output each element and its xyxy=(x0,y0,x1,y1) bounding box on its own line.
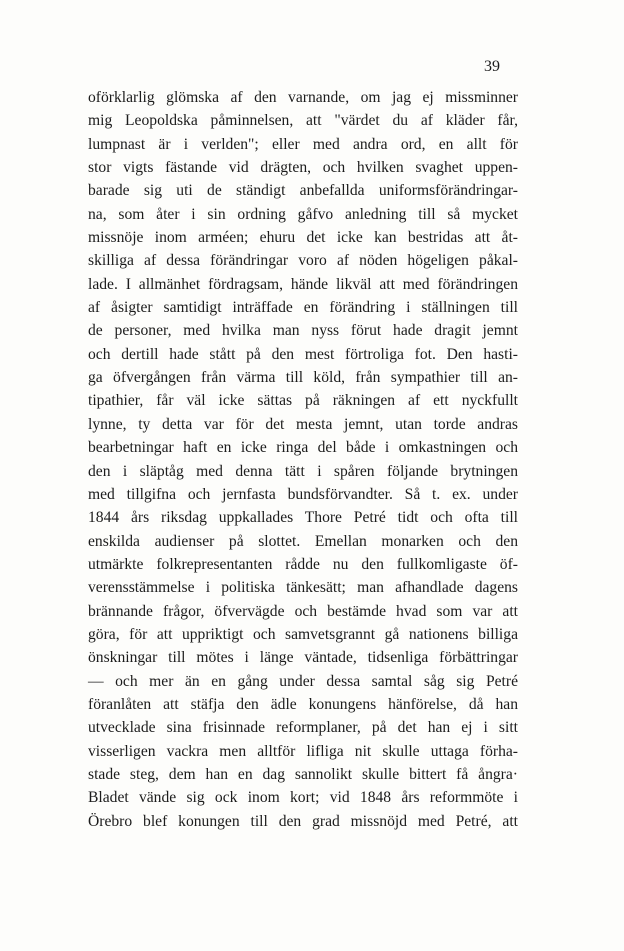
text-line: verensstämmelse i politiska tänkesätt; man afhandlade dagens xyxy=(88,579,518,597)
text-line: — och mer än en gång under dessa samtal såg sig Petré xyxy=(88,672,518,690)
text-line: skilliga af dessa förändringar voro af nöden högeligen påkal- xyxy=(88,252,518,270)
text-line: missnöje inom arméen; ehuru det icke kan bestridas att åt- xyxy=(88,229,518,247)
text-line: stor vigts fästande vid drägten, och hvilken svaghet uppen- xyxy=(88,159,518,177)
text-line: utmärkte folkrepresentanten rådde nu den fullkomligaste öf- xyxy=(88,555,518,573)
text-line: ga öfvergången från värma till köld, från sympathier till an- xyxy=(88,369,518,387)
text-line: föranlåten att stäfja den ädle konungens hänförelse, då han xyxy=(88,695,518,713)
text-line: med tillgifna och jernfasta bundsförvandter. Så t. ex. under xyxy=(88,485,518,503)
text-line: oförklarlig glömska af den varnande, om jag ej missminner xyxy=(88,89,518,106)
text-line: de personer, med hvilka man nyss förut hade dragit jemnt xyxy=(88,322,518,340)
body-text xyxy=(88,86,518,833)
text-line: mig Leopoldska påminnelsen, att "värdet du af kläder får, xyxy=(88,112,518,130)
text-line: lade. I allmänhet fördragsam, hände likväl att med förändringen xyxy=(88,275,518,293)
text-line: tipathier, får väl icke sättas på räkningen af ett nyckfullt xyxy=(88,392,518,410)
text-line: den i släptåg med denna tätt i spåren följande brytningen xyxy=(88,462,518,480)
text-line: bearbetningar haft en icke ringa del både i omkastningen och xyxy=(88,439,518,457)
text-line: göra, för att uppriktigt och samvetsgrannt gå nationens billiga xyxy=(88,625,518,643)
text-line: af åsigter samtidigt inträffade en förändring i ställningen till xyxy=(88,299,518,317)
text-line: utvecklade sina frisinnade reformplaner, på det han ej i sitt xyxy=(88,719,518,737)
text-line: och dertill hade stått på den mest förtroliga fot. Den hasti- xyxy=(88,345,518,363)
text-line: na, som åter i sin ordning gåfvo anledning till så mycket xyxy=(88,205,518,223)
text-line: Bladet vände sig ock inom kort; vid 1848 års reformmöte i xyxy=(88,789,518,807)
text-line: lynne, ty detta var för det mesta jemnt, utan torde andras xyxy=(88,415,518,433)
text-line: lumpnast är i verlden"; eller med andra ord, en allt för xyxy=(88,135,518,153)
text-line: visserligen vackra men alltför lifliga nit skulle uttaga förha- xyxy=(88,742,518,760)
text-line: Örebro blef konungen till den grad missnöjd med Petré, att xyxy=(88,812,518,830)
text-line: stade steg, dem han en dag sannolikt skulle bittert få ångra· xyxy=(88,765,518,783)
text-line: önskningar till mötes i länge väntade, tidsenliga förbättringar xyxy=(88,649,518,667)
page-number: 39 xyxy=(484,58,500,75)
text-line: barade sig uti de ständigt anbefallda uniformsförändringar- xyxy=(88,182,518,200)
text-line: brännande frågor, öfvervägde och bestämde hvad som var att xyxy=(88,602,518,620)
text-line: 1844 års riksdag uppkallades Thore Petré tidt och ofta till xyxy=(88,509,518,527)
text-line: enskilda audienser på slottet. Emellan monarken och den xyxy=(88,532,518,550)
